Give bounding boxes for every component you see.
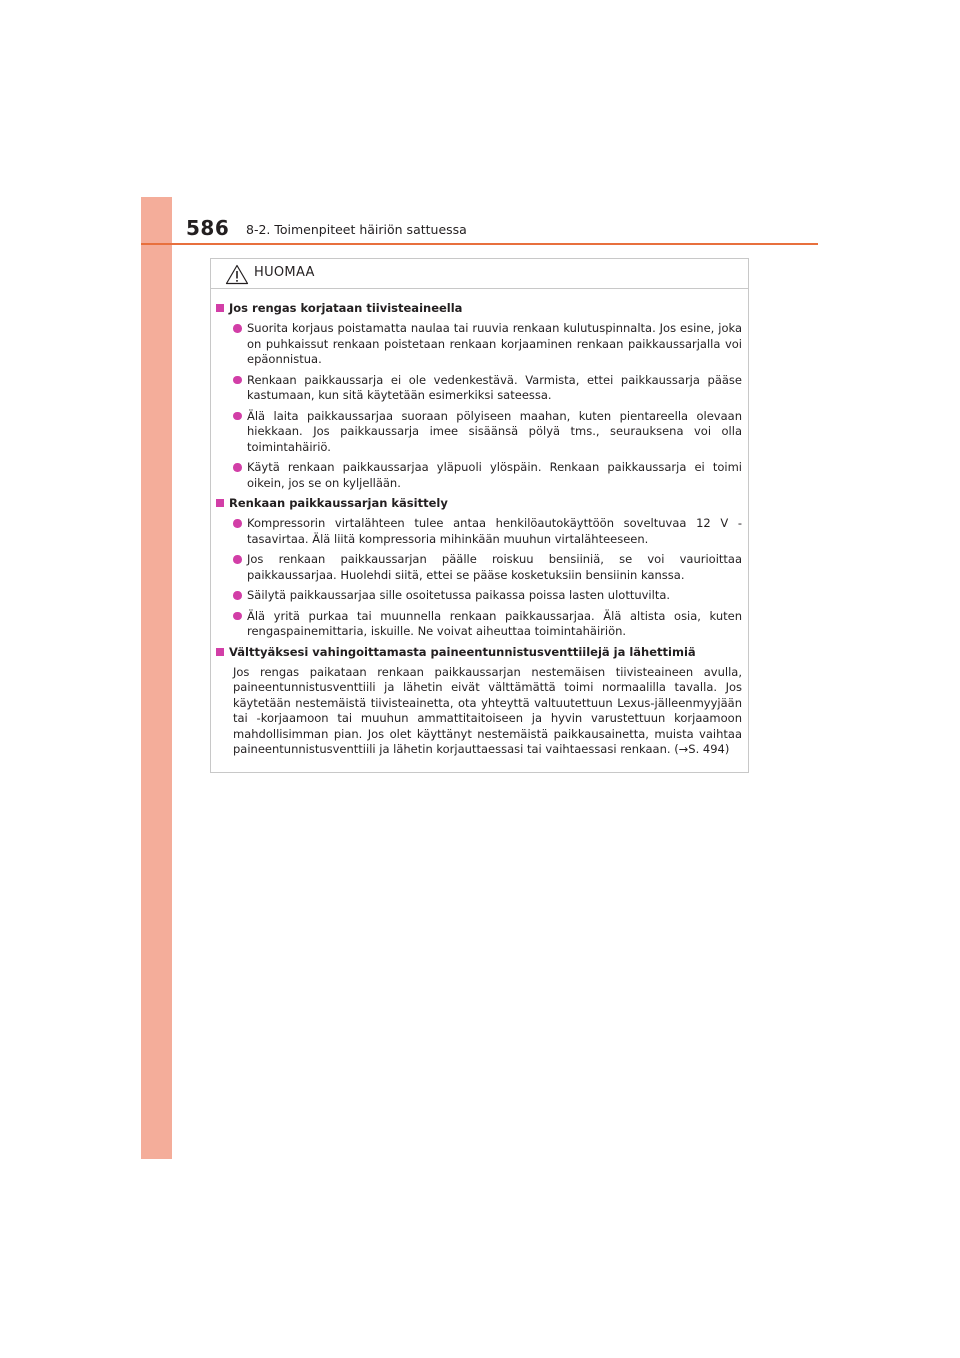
notice-body [211,289,748,758]
list-item: Säilytä paikkaussarjaa sille osoitetussa paikassa poissa lasten ulottuvilta. [216,588,742,604]
page-number: 586 [186,216,230,240]
side-color-strip [141,197,172,1159]
list-item: Käytä renkaan paikkaussarjaa yläpuoli ylöspäin. Renkaan paikkaussarja ei toimi oikein, jos se on kyljellään. [216,460,742,491]
header-rule [141,243,818,245]
square-bullet-icon [216,648,224,656]
list-item: Renkaan paikkaussarja ei ole vedenkestävä. Varmista, ettei paikkaussarja pääse kastumaan, kun sitä käytetään esimerkiksi sateessa. [216,373,742,404]
list-item: Jos renkaan paikkaussarjan päälle roiskuu bensiiniä, se voi vaurioittaa paikkaussarjaa. Huolehdi siitä, ettei se pääse kosketuksiin bensiinin kanssa. [216,552,742,583]
dot-bullet-icon [233,376,242,385]
list-item: Suorita korjaus poistamatta naulaa tai ruuvia renkaan kulutuspinnalta. Jos esine, joka on puhkaissut renkaan poistetaan renkaan korjaaminen renkaan paikkaussarjalla voi epäonnistua. [216,321,742,368]
square-bullet-icon [216,499,224,507]
notice-header [211,259,748,289]
list-item: Kompressorin virtalähteen tulee antaa henkilöautokäyttöön soveltuvaa 12 V -tasavirtaa. Älä liitä kompressoria mihinkään muuhun virtalähteeseen. [216,516,742,547]
list-item: Älä laita paikkaussarjaa suoraan pölyiseen maahan, kuten pientareella olevaan hiekkaan. Jos paikkaussarja imee sisäänsä pölyä tms., seurauksena voi olla toimintahäiriö. [216,409,742,456]
dot-bullet-icon [233,591,242,600]
dot-bullet-icon [233,519,242,528]
dot-bullet-icon [233,463,242,472]
notice-title: HUOMAA [254,265,315,280]
section-heading: Jos rengas korjataan tiivisteaineella [216,301,742,316]
notice-box [210,258,749,773]
dot-bullet-icon [233,412,242,421]
section-title: 8-2. Toimenpiteet häiriön sattuessa [246,222,467,237]
section-paragraph: Jos rengas paikataan renkaan paikkaussarjan nestemäisen tiivisteaineen avulla, paineentunnistusventtiili ja lähetin eivät välttämättä toimi normaalilla tavalla. Jos käytetään nestemäistä tiivisteainetta, ota yhteyttä valtuutettuun Lexus-jälleenmyyjään tai -korjaamoon tai muuhun ammattitaitoiseen ja hyvin varustettuun korjaamoon mahdollisimman pian. Jos olet käyttänyt nestemäistä paikkausainetta, muista vaihtaa paineentunnistusventtiili ja lähetin korjauttaessasi tai vaihtaessasi renkaan. (→S. 494) [233,664,742,756]
dot-bullet-icon [233,555,242,564]
section-heading: Renkaan paikkaussarjan käsittely [216,496,742,511]
section-heading: Välttyäksesi vahingoittamasta paineentunnistusventtiilejä ja lähettimiä [216,645,742,660]
dot-bullet-icon [233,324,242,333]
square-bullet-icon [216,304,224,312]
warning-triangle-icon [225,264,249,285]
dot-bullet-icon [233,612,242,621]
list-item: Älä yritä purkaa tai muunnella renkaan paikkaussarjaa. Älä altista osia, kuten rengaspainemittaria, iskuille. Ne voivat aiheuttaa toimintahäiriön. [216,609,742,640]
